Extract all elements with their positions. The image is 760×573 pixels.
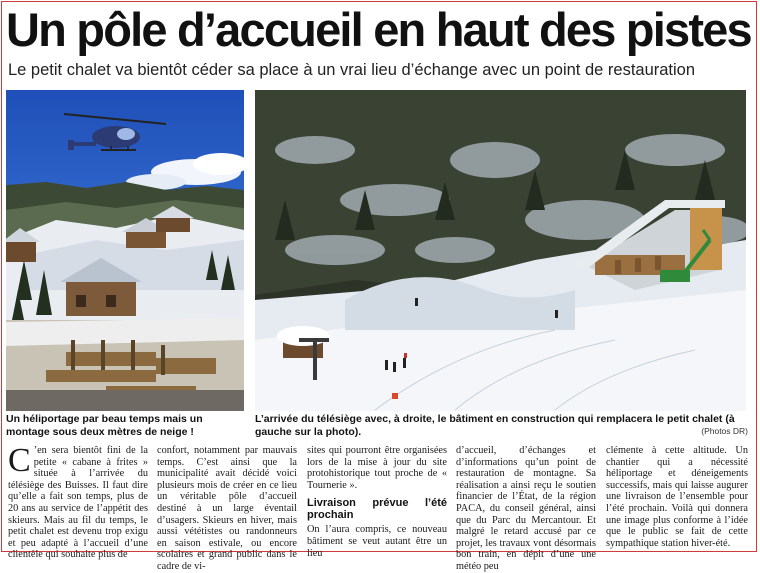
body-text-col3b: On l’aura compris, ce nouveau bâtiment se veut autant être un lieu	[307, 524, 447, 559]
intertitle: Livraison prévue l’été prochain	[307, 497, 447, 522]
left-photo-caption: Un héliportage par beau temps mais un montage sous deux mètres de neige !	[6, 413, 203, 438]
body-column-2	[157, 445, 297, 573]
article-headline: Un pôle d’accueil en haut des pistes	[6, 3, 751, 56]
helicopter-photo	[6, 90, 244, 411]
body-text-col4: d’accueil, d’échanges et d’informations qu’un point de restauration de montagne. Sa réalisation a ainsi reçu le soutien financier de l’État, de la région PACA, du conseil général, ainsi que du Parc du Mercantour. Et malgré le retard accusé par ce projet, les travaux vont désormais bon train, en dépit d’une une météo peu	[456, 445, 596, 572]
body-column-5	[606, 445, 748, 549]
photo-credit: (Photos DR)	[701, 426, 748, 436]
body-column-4	[456, 445, 596, 573]
body-column-1	[8, 442, 148, 561]
body-text-col2: confort, notamment par mauvais temps. C’est ainsi que la municipalité avait décidé voici plusieurs mois de créer en ce lieu un véritable pôle d’accueil destiné à un large éventail d’usagers. Skieurs en hiver, mais aussi vététistes ou randonneurs en saison estivale, ou encore scolaires et grand public dans le cadre de vi-	[157, 445, 297, 572]
dropcap: C	[8, 442, 31, 479]
article-subheadline: Le petit chalet va bientôt céder sa place à un vrai lieu d’échange avec un point de restauration	[8, 61, 696, 79]
body-text-col3a: sites qui pourront être organisées lors de la mise à jour du site protohistorique tout proche de « Tournerie ».	[307, 445, 447, 491]
body-text-col5: clémente à cette altitude. Un chantier qui a nécessité héliportage et déneigements successifs, mais qui laisse augurer une livraison de l’ensemble pour l’été prochain. Voilà qui donnera une image plus conforme à l’idée que le public se fait de cette sympathique station hiver-été.	[606, 445, 748, 549]
body-column-3	[307, 445, 447, 559]
body-text-col1: ’en sera bientôt fini de la petite « cabane à frites » située à l’arrivée du télésiège des Buisses. Il faut dire qu’elle a fait son temps, plus de 20 ans au service de l’appétit des skieurs. Mais au fil du temps, le petit chalet est devenu trop exigu et peu adapté à l’accueil d’une clientèle qui souhaite plus de	[8, 445, 148, 561]
telesiege-photo	[255, 90, 746, 411]
right-photo-caption: L’arrivée du télésiège avec, à droite, le bâtiment en construction qui remplacera le petit chalet (à gauche sur la photo).	[255, 413, 735, 438]
